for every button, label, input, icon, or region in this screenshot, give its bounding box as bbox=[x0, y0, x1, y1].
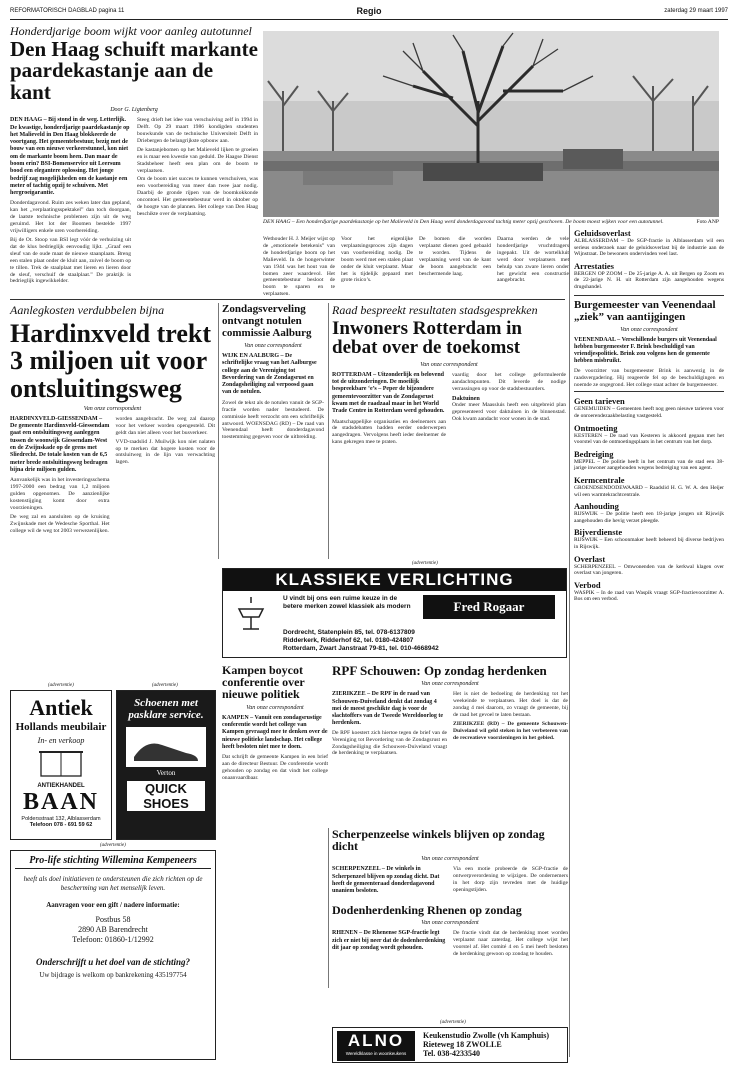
tree-photo-image bbox=[263, 31, 719, 217]
brief-title: Kermcentrale bbox=[574, 475, 625, 486]
article-headline: Zondagsverveling ontvangt notulen commissie Aalburg bbox=[222, 303, 312, 339]
article-den-haag-continued bbox=[263, 236, 569, 296]
article-headline: Kampen boycot conferentie over nieuwe politiek bbox=[222, 663, 305, 702]
paper-name: REFORMATORISCH DAGBLAD pagina 11 bbox=[10, 8, 125, 14]
ad-address: Ridderkerk, Ridderhof 62, tel. 0180-424807 bbox=[283, 637, 414, 644]
article-byline: Door G. Ligtenberg bbox=[110, 107, 158, 114]
ad-text: heeft als doel initiatieven te ondersteunen die zich richten op de bescherming van het menselijk leven. bbox=[23, 875, 203, 892]
ad-slogan: Onderschrijft u het doel van de stichting? bbox=[35, 957, 190, 967]
brief-text: MEPPEL – De politie heeft in het centrum van de stad een 38-jarige inwoner aangehouden wegens bedreiging van een agent. bbox=[574, 458, 724, 472]
article-byline: Van onze correspondent bbox=[620, 326, 678, 333]
article-den-haag bbox=[10, 24, 258, 285]
ad-antiek-baan[interactable] bbox=[10, 690, 112, 840]
ad-shop: Keukenstudio Zwolle (vh Kamphuis) bbox=[423, 1031, 550, 1040]
ad-address: Rieteweg 18 ZWOLLE bbox=[423, 1040, 502, 1049]
ad-brand: SHOES bbox=[143, 796, 189, 811]
brief-text: RIJSWIJK – De politie heeft een 18-jarige jongen uit Rijswijk aangehouden die hevig verzet pleegde. bbox=[574, 511, 724, 524]
photo-credit: Foto ANP bbox=[696, 219, 719, 225]
article-byline: Van onze correspondent bbox=[420, 361, 478, 368]
ad-text: In- en verkoop bbox=[37, 736, 85, 745]
brief-text: RIJSWIJK – Een schoonmaker heeft beheerd bij diverse bedrijven in Rijswijk. bbox=[574, 537, 724, 550]
brief-title: Ontmoeting bbox=[574, 422, 618, 433]
article-headline: Den Haag schuift markante paardekastanje aan de kant bbox=[10, 37, 258, 104]
article-headline: Dodenherdenking Rhenen op zondag bbox=[332, 903, 522, 917]
brief-title: Verbod bbox=[574, 579, 601, 590]
ad-bank: Uw bijdrage is welkom op bankrekening 435197754 bbox=[39, 971, 187, 979]
article-paragraph: ZIERIKZEE (RD) – De gemeente Schouwen-Duiveland wil geld steken in het verbeteren van de recreatieve voorzieningen in het gebied. bbox=[453, 720, 568, 741]
article-paragraph: Dat schrijft de gemeente Kampen in een brief aan de directeur Bestuur. De conferentie wordt gehouden op zondag en dat vindt het college onaanvaardbaar. bbox=[222, 754, 328, 781]
article-lead: RHENEN – De Rhenense SGP-fractie legt zich er niet bij neer dat de dodenherdenking dit jaar op zondag wordt gehouden. bbox=[332, 930, 446, 951]
article-headline: Hardinxveld trekt 3 miljoen uit voor ontsluitingsweg bbox=[10, 319, 212, 403]
article-kicker: Aanlegkosten verdubbelen bijna bbox=[10, 303, 165, 317]
shoe-icon bbox=[126, 727, 206, 767]
article-headline: Burgemeester van Veenendaal „ziek” van aantijgingen bbox=[574, 298, 716, 323]
ad-label: (advertentie) bbox=[100, 843, 126, 848]
section-title: Regio bbox=[356, 6, 382, 16]
brief-title: Geluidsoverlast bbox=[574, 228, 631, 238]
ad-city: 2890 AB Barendrecht bbox=[78, 925, 148, 934]
article-rpf-schouwen bbox=[332, 664, 568, 824]
article-veenendaal bbox=[574, 295, 724, 393]
page-date: zaterdag 29 maart 1997 bbox=[664, 8, 728, 14]
ad-brand: QUICK bbox=[145, 781, 187, 796]
ad-brand-small: ANTIEKHANDEL bbox=[37, 783, 85, 789]
ad-brand: Fred Rogaar bbox=[423, 595, 555, 619]
ad-cta: Aanvragen voor een gift / nadere informatie: bbox=[46, 901, 180, 909]
article-paragraph: Wethouder H. J. Meijer wijst op de „emotionele betekenis” van de honderdjarige boom op het Malieveld. In de hongerwinter van 1944 was het hout van de bomen zeer waardevol. Het gemeentebestuur besloot de boom te sparen en te verplaatsen. bbox=[263, 236, 335, 298]
article-scherpenzeel bbox=[332, 828, 568, 900]
ad-brand: ALNO bbox=[347, 1031, 405, 1050]
article-paragraph: De fractie vindt dat de herdenking moet worden verplaatst naar zaterdag. Het college wijst het voorstel af. Het comité 4 en 5 mei heeft besloten de herdenking gewoon op zondag te houden. bbox=[453, 930, 568, 957]
article-paragraph: Maatschappelijke organisaties en deelnemers aan de stadsdebatten hadden eerder onderwerpen aangedragen. Vervolgens heeft ieder deelnemer de kans gekregen mee te praten. bbox=[332, 418, 446, 446]
brief-text: WASPIK – In de raad van Waspik vraagt SGP-fractievoorzitter A. Bos om een verbod. bbox=[574, 589, 724, 603]
brief-text: KESTEREN – De raad van Kesteren is akkoord gegaan met het voorstel van de ontmoetingsplaats in het centrum van het dorp. bbox=[574, 432, 724, 446]
ad-label: (advertentie) bbox=[440, 1020, 466, 1025]
ad-label: (advertentie) bbox=[48, 683, 74, 688]
ad-address: Poldersstraat 132, Alblasserdam bbox=[21, 816, 101, 822]
article-byline: Van onze correspondent bbox=[421, 920, 479, 927]
article-paragraph: VVD-raadslid J. Muilwijk kon niet nalaten op te merken dat hogere kosten voor de ontsluitweg in de lijn van verwachting lagen. bbox=[115, 438, 215, 466]
ad-klassieke-verlichting[interactable] bbox=[222, 568, 567, 658]
ad-address: Rotterdam, Zwart Janstraat 79-81, tel. 010-4668942 bbox=[283, 645, 439, 652]
article-paragraph: De kastanjebomen op het Malieveld lijken te groeien en is maar een kwestie van geduld. De Haagse Dienst Stadsbeheer heeft een plan om de boom te verplaatsen. bbox=[137, 146, 258, 174]
ad-title: Antiek bbox=[29, 695, 93, 720]
brief-title: Bedreiging bbox=[574, 448, 614, 459]
brief-text: GROENDSENDODEWAARD – Raadslid H. G. W. A. den Heijer wil een warmtekrachtcentrale. bbox=[574, 485, 724, 498]
article-dodenherdenking bbox=[332, 904, 568, 1024]
brief-text: GENEMUIDEN – Gemeenten heeft nog geen nieuwe tarieven voor de onroerendezaakbelasting vastgesteld. bbox=[574, 406, 724, 420]
article-lead: SCHERPENZEEL – De winkels in Scherpenzeel blijven op zondag dicht. Dat heeft de gemeenteraad donderdagavond unaniem besloten. bbox=[332, 866, 440, 895]
article-paragraph: Aanvankelijk was in het investeringsschema 1997-2000 een bedrag van 1,2 miljoen gulden opgenomen. De aanzienlijke kostenstijging komt door extra voorzieningen. bbox=[10, 477, 110, 511]
article-byline: Van onze correspondent bbox=[246, 704, 304, 711]
ad-title: Schoenen met pasklare service. bbox=[128, 697, 204, 721]
article-paragraph: Donderdagavond. Ruim zes weken later dan gepland, kan het „verplaatingsspektakel” dan toch doorgaan, de laatste technische problemen zijn uit de weg geruimd. Het lot der Boomen bestelde 1997 vrijwilligers enkele uren voorbereiding. bbox=[10, 200, 131, 235]
article-headline: Inwoners Rotterdam in debat over de toekomst bbox=[332, 318, 522, 359]
article-paragraph: Voor het eigenlijke verplaatsingsproces zijn dagen van voorbereiding nodig. De boom werd met een stalen plaat onder de kluit verplaatst. Maar het is tijdelijk gepaard met grote risico’s. bbox=[341, 236, 413, 284]
article-paragraph: Daarna werden de vele honderdjarige vruchtdragers ingepakt. Uit de wortelkluit werd door verplaatsers met behulp van zware lieren onder het gewicht een constructie aangebracht. bbox=[497, 236, 569, 284]
article-paragraph: De RPF koestert zich hiertoe tegen de brief van de Vereniging tot Bevordering van de Zondagsrust en Zondagsheiliging die Schouwen-Duiveland vraagt de herdenking te verplaatsen. bbox=[332, 729, 447, 757]
brief-title: Bijverdienste bbox=[574, 527, 623, 538]
brief-title: Arrestaties bbox=[574, 260, 614, 271]
brief-text: SCHERPENZEEL – Omwonenden van de kerkwal klagen over overlast van jongeren. bbox=[574, 563, 724, 577]
photo-caption-text: DEN HAAG – Een honderdjarige paardekastanje op het Malieveld in Den Haag werd donderdagavond tachtig meter opzij geschoven. De boom moest wijken voor een autotunnel. bbox=[263, 219, 664, 225]
ad-brand: BAAN bbox=[22, 789, 99, 815]
page-header bbox=[10, 6, 728, 20]
article-byline: Van onze correspondent bbox=[244, 343, 302, 349]
ad-label: (advertentie) bbox=[412, 561, 438, 566]
article-paragraph: Het is niet de bedoeling de herdenking tot het weekeinde te verplaatsen. Het doel is dat de zondag 4 mei daarom, zo vraagt de gemeente, bij de raad het gevoel te laten bestaan. bbox=[453, 691, 568, 718]
article-paragraph: Bij de Ot. Stoop van BSI legt vóór de verhuizing uit dat de klus bedrieglijk eenvoudig lijkt. „Graaf een sleuf van de oude maat de nieuwe staanplaats. Breng een stalen plaat onder de kluit aan, zuivel de boom op te tillen. Trek de staalplaat met lieren en lieren door de sleuf, verschuif de staalplaat.” De praktijk is bedrieglijk ingewikkelder. bbox=[10, 237, 131, 285]
ad-title: Pro-life stichting Willemina Kempeneers bbox=[15, 855, 211, 869]
article-lead: KAMPEN – Vanuit een zondagsrustige conferentie wordt het college van Kampen gevraagd mee te denken over de nieuwe politieke landschap. Het college heeft besloten niet mee te doen. bbox=[222, 714, 328, 750]
ad-phone: Telefoon: 01860-1/12992 bbox=[72, 935, 154, 944]
article-byline: Van onze correspondent bbox=[421, 856, 479, 863]
ad-phone: Telefoon 078 - 691 59 62 bbox=[29, 822, 93, 828]
ad-quick-shoes[interactable] bbox=[116, 690, 216, 840]
article-hardinxveld bbox=[10, 303, 215, 689]
article-kampen bbox=[222, 664, 328, 1050]
article-paragraph: De bomen die worden verplaatst dienen goed gebaald te worden. Tijdens de verplaatsing werd van de kant de boom aangebracht een beschermende laag. bbox=[419, 236, 491, 277]
ad-phone: Tel. 038-4233540 bbox=[423, 1049, 481, 1058]
brief-title: Overlast bbox=[574, 553, 606, 564]
article-kicker: Honderdjarige boom wijkt voor aanleg autotunnel bbox=[10, 24, 252, 38]
article-paragraph: Zowel de tekst als de notulen vanuit de SGP-fractie worden nader bestudeerd. De commissie heeft verzocht om een schriftelijk antwoord. WOENSDAG (RD) – De raad van Veenendaal heeft donderdagavond toestemming gegeven voor de uitbreiding. bbox=[222, 399, 324, 441]
article-lead: DEN HAAG – Bij stond in de weg. Letterlijk. De kwastige, honderdjarige paardekastanje op het Malieveld in Den Haag blokkeerde de voortgang. Het gemeentebestuur, bezig met de bouw van een nieuwe verkeerstunnel, kon niet om de markante boom heen. Dan maar de boom erin? BSI-Bomenservice uit Leersum bood een elegantere oplossing. Het jonge bedrijf zag mogelijkheden om de kastanje een meter of tachtig opzij te schuiven. Met hergroeigarantie. bbox=[10, 117, 130, 197]
article-paragraph: De weg zal en aansluiten op de kruising Zwijnskade met de Wedesche Sporthal. Het college wil de weg tot 2003 verwezenlijken. bbox=[10, 513, 110, 534]
article-paragraph: De voorzitter van burgemeester Brink is aanwezig in de raadsvergadering. Hij reageerde fel op de beschuldigingen en noemde ze ongegrond. Het college staat achter de burgemeester. bbox=[574, 367, 724, 388]
ad-title: KLASSIEKE VERLICHTING bbox=[223, 569, 566, 591]
ad-brand-sub: Wereldklasse in woonkeukens bbox=[345, 1051, 407, 1056]
ad-address: Dordrecht, Statenplein 85, tel. 078-6137809 bbox=[283, 629, 415, 636]
article-aalburg bbox=[222, 303, 324, 559]
ad-label: (advertentie) bbox=[152, 683, 178, 688]
article-headline: RPF Schouwen: Op zondag herdenken bbox=[332, 663, 547, 678]
brief-text: BERGEN OP ZOOM – De 25-jarige A. A. uit Bergen op Zoom en de 22-jarige N. H. uit Rotterdam zijn aangehouden wegens drugshandel. bbox=[574, 270, 724, 290]
ad-subtitle: Hollands meubilair bbox=[15, 721, 107, 733]
article-paragraph: vaardig door het college geformuleerde aandachtspunten. Dit leverde de nodige verrassingen op voor de stadsbestuurders. bbox=[452, 371, 566, 392]
cabinet-icon bbox=[31, 749, 91, 779]
lamp-icon bbox=[231, 595, 271, 633]
ad-alno[interactable] bbox=[332, 1027, 568, 1063]
ad-subtitle: U vindt bij ons een ruime keuze in de betere merken zowel klassiek als modern bbox=[283, 595, 411, 610]
article-paragraph: Steeg drieft het idee van verschuiving zelf in 1994 in Delft. Op 29 maart 1986 kondigden studenten bouwkunde van de technische Universiteit Delft in Driebergen de belangrijkste opbouw aan. bbox=[137, 117, 258, 144]
article-paragraph: Via een motie probeerde de SGP-fractie de ontwerpverordening te wijzigen. De ondernemers in het dorp zijn tevreden met de huidige openingstijden. bbox=[453, 866, 568, 894]
news-briefs-sidebar bbox=[574, 225, 724, 1055]
article-kicker: Raad bespreekt resultaten stadsgesprekken bbox=[332, 303, 538, 317]
article-byline: Van onze correspondent bbox=[83, 405, 142, 412]
article-lead: ROTTERDAM – Uitzonderlijk en belovend tot de uitzonderingen. De moeilijk bespreekbare ‘e’s – Peper de bijzondere gemeentevoorzitter van de Zondagsrust kwam met de raadzaal maar in het World Trade Centre in Rotterdam werd gehouden. bbox=[332, 371, 445, 415]
article-paragraph: worden aangebracht. De weg zal daarop voor het verkeer worden opengesteld. Dit geldt dan niet alleen voor het busverkeer. bbox=[115, 415, 215, 436]
brief-title: Geen tarieven bbox=[574, 396, 625, 407]
article-headline: Scherpenzeelse winkels blijven op zondag dicht bbox=[332, 827, 545, 854]
brief-text: ALBLASSERDAM – De SGP-fractie in Alblasserdam wil een serieus onderzoek naar de geluidsoverlast bij de industrie aan de Wijnstraat. De bewoners ondervinden veel last. bbox=[574, 238, 724, 258]
tree-photo bbox=[263, 31, 719, 217]
article-byline: Van onze correspondent bbox=[421, 681, 479, 688]
ad-stichting[interactable] bbox=[10, 850, 216, 1060]
article-lead: HARDINXVELD-GIESSENDAM – De gemeente Hardinxveld-Giessendam gaat een ontsluitingsweg aanleggen tussen de woonwijk Giessendam-West en de Zwijnskade op de grens met Sliedrecht. De totale kosten van de 6,5 meter brede ontsluitingsweg bedragen bijna drie miljoen gulden. bbox=[10, 415, 110, 473]
article-rotterdam bbox=[332, 303, 566, 559]
article-paragraph: Om de boom niet succes te kunnen verschuiven, was een voorbereiding van meer dan twee jaar nodig. Daarbij de gronde rijpen van de boomkokkonde oncontoel. Het gemeentebestuur werd in oktober op de hoogte van de plannen. Het college van Den Haag beschikte over de verplaatsing. bbox=[137, 176, 258, 217]
article-lead: VEENENDAAL – Verschillende burgers uit Veenendaal hebben burgemeester F. Brink beschuldigd van vriendjespolitiek. Brink zou volgens hen de gemeente hebben misbruikt. bbox=[574, 336, 717, 365]
ad-postbus: Postbus 58 bbox=[95, 915, 131, 924]
article-subhead: Daktuinen bbox=[452, 395, 480, 403]
ad-brand-small: Verton bbox=[156, 769, 176, 777]
article-paragraph: Onder meer Maassluis heeft een uitgebreid plan gepresenteerd voor daktuinen in de binnenstad. Ook kwam aandacht voor wonen in de stad. bbox=[452, 402, 566, 423]
brief-title: Aanhouding bbox=[574, 501, 619, 512]
article-lead: WIJK EN AALBURG – De schriftelijke vraag van het Aalburgse college aan de Vereniging tot Bevordering van de Zondagsrust en Zondagsheiliging zal verpoosd gaan van de notulen. bbox=[222, 353, 317, 396]
article-lead: ZIERIKZEE – De RPF in de raad van Schouwen-Duiveland denkt dat zondag 4 mei de meest geschikte dag is voor de slachtoffers van de Tweede Wereldoorlog te herdenken. bbox=[332, 691, 444, 727]
